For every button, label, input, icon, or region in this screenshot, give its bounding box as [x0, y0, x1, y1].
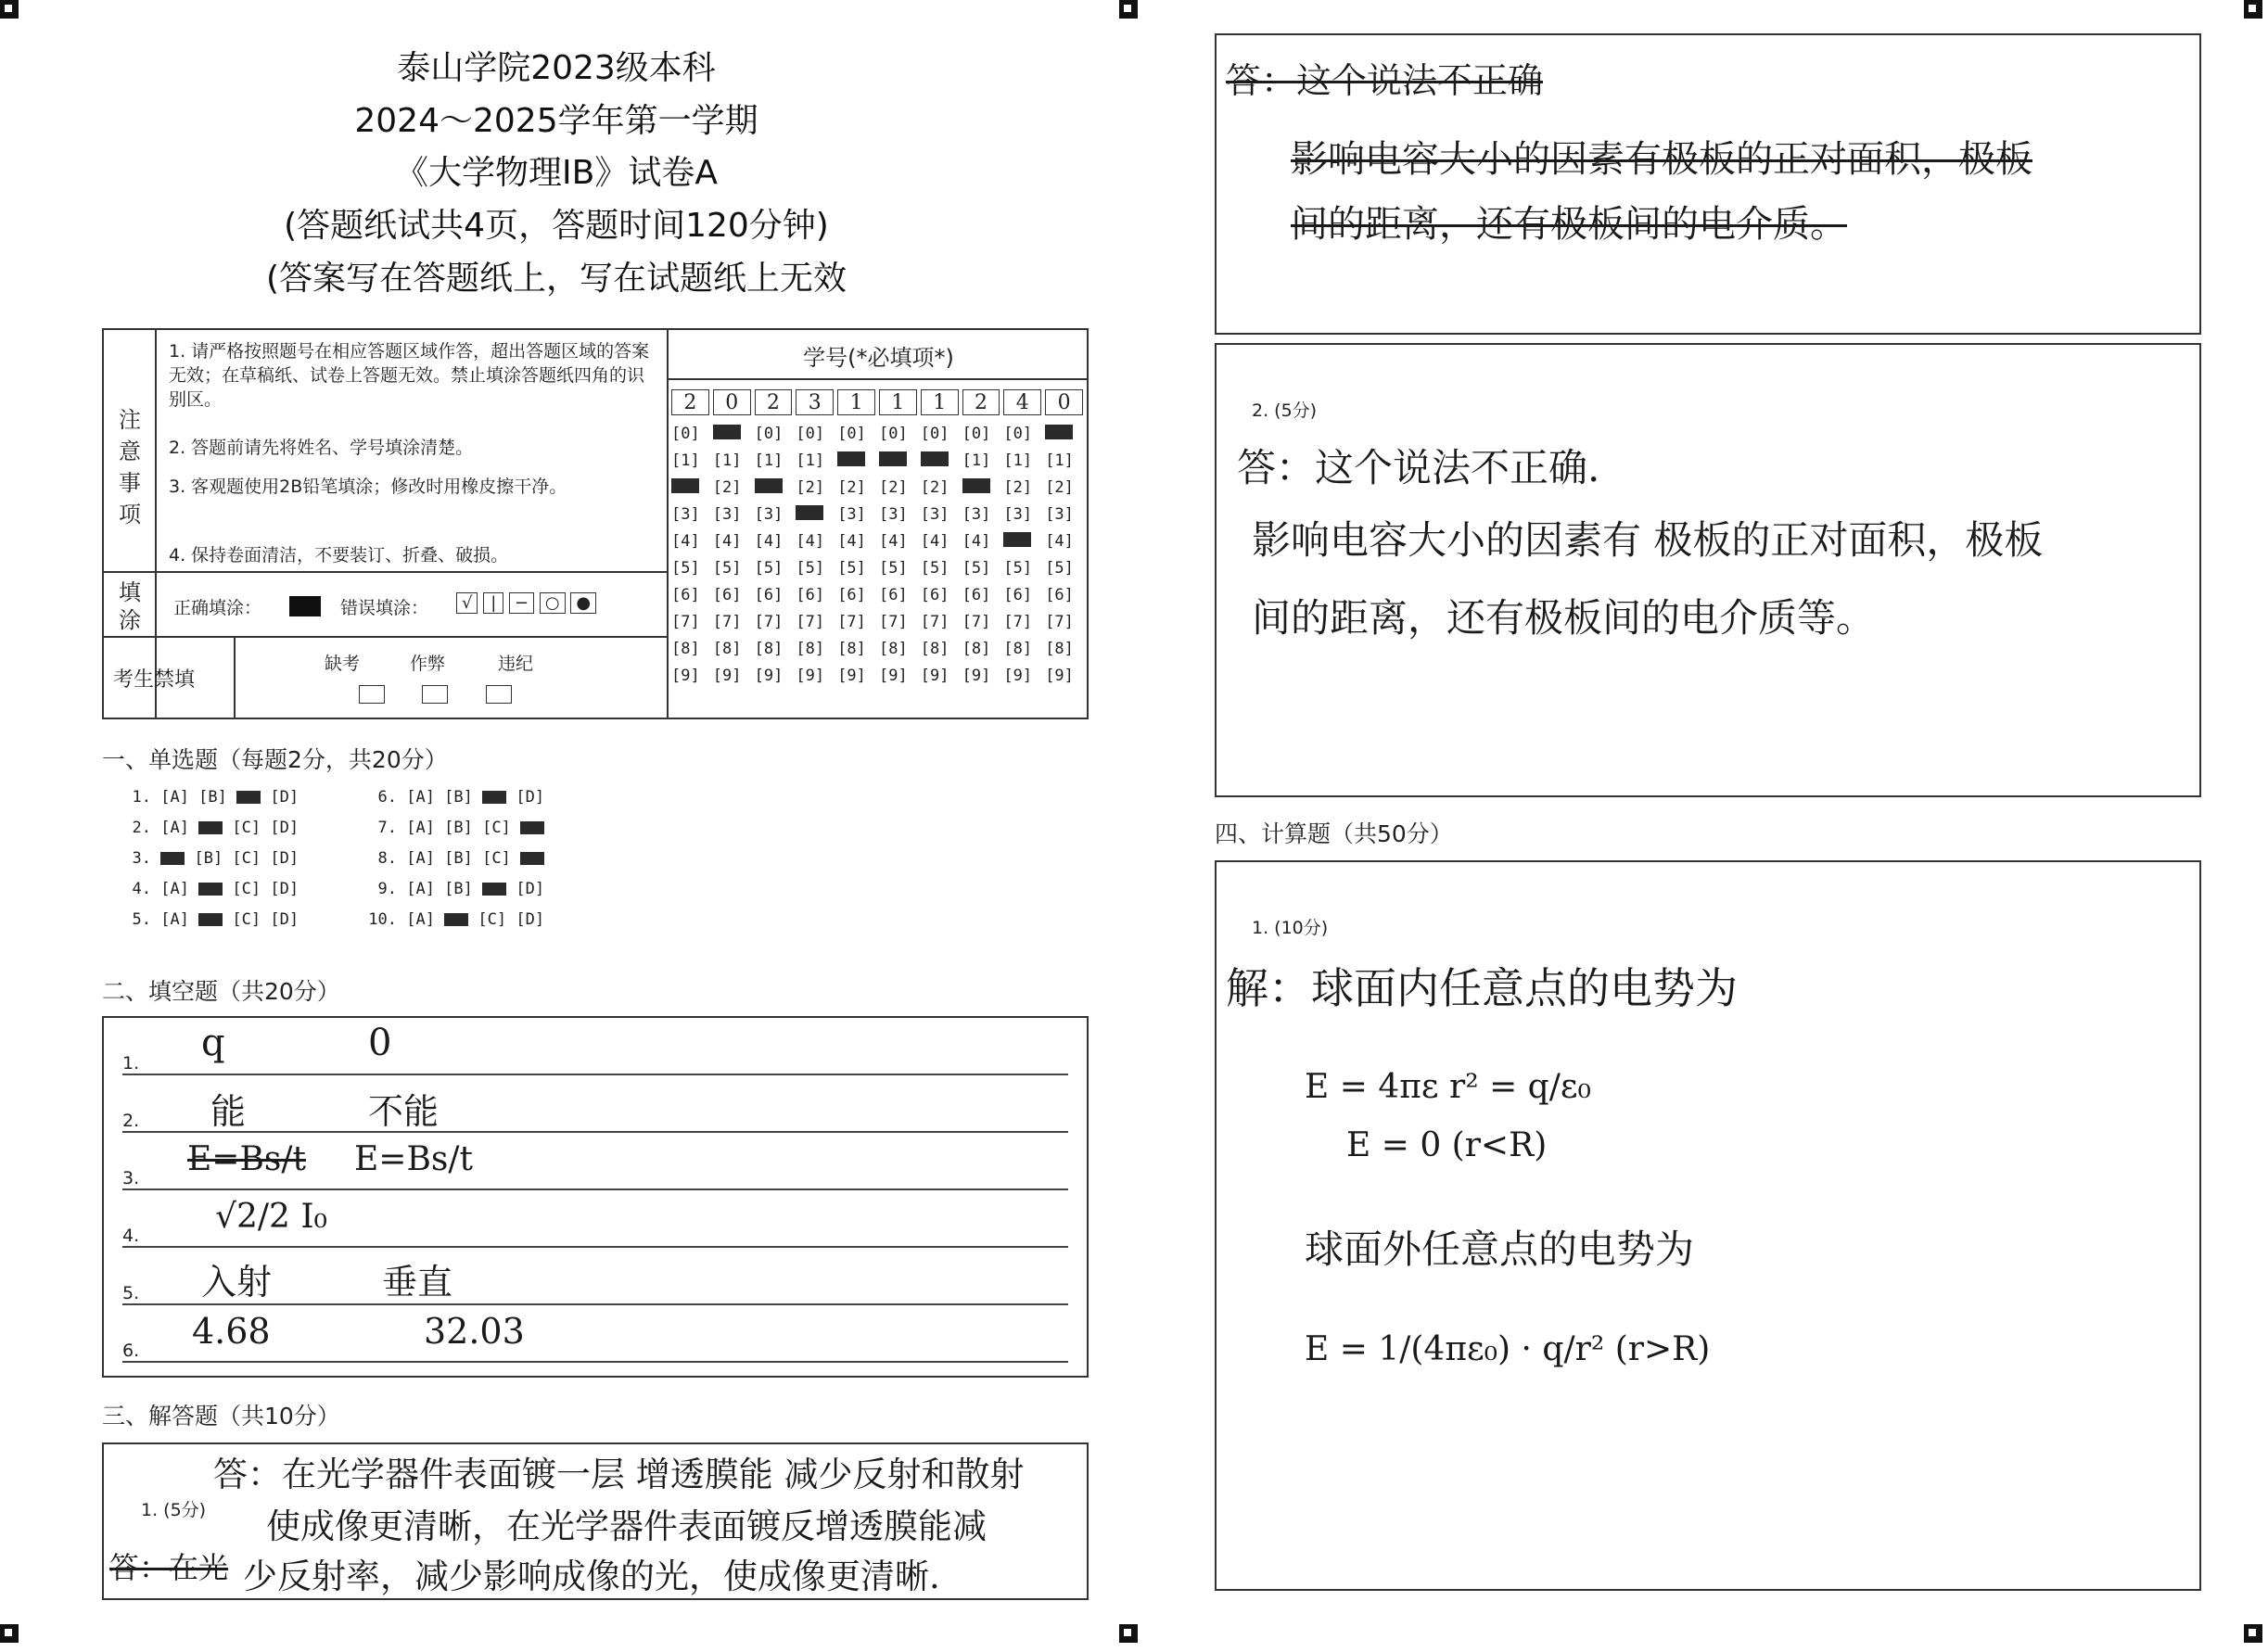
q2-label: 2. (5分) — [1252, 400, 1318, 421]
student-id-bubble[interactable]: [7] — [671, 613, 700, 631]
student-id-bubble[interactable]: [6] — [837, 586, 866, 604]
student-id-bubble[interactable]: [9] — [920, 667, 949, 685]
student-id-bubble[interactable]: [3] — [837, 505, 866, 524]
q2-line-1: 答：这个说法不正确. — [1237, 445, 1600, 490]
student-id-bubble[interactable]: [8] — [796, 640, 825, 658]
struck-line-3: 间的距离，还有极板间的电介质。 — [1291, 203, 1847, 246]
violate-checkbox[interactable] — [486, 685, 512, 704]
student-id-bubble[interactable]: [5] — [754, 559, 784, 578]
mcq-item[interactable]: 4. [A] [C] [D] — [132, 880, 309, 898]
student-id-bubble[interactable]: [3] — [962, 505, 991, 524]
section3-box — [102, 1442, 1089, 1600]
header-note: (答案写在答题纸上，写在试题纸上无效 — [265, 260, 847, 298]
student-id-bubble[interactable]: [3] — [879, 505, 908, 524]
student-id-bubble[interactable]: [1] — [1003, 451, 1033, 470]
student-id-bubble[interactable] — [755, 478, 783, 498]
corner-mark-top-left — [0, 0, 19, 19]
blank-num-4: 4. — [122, 1226, 140, 1246]
student-id-bubble[interactable]: [3] — [1003, 505, 1033, 524]
student-id-bubble[interactable]: [6] — [920, 586, 949, 604]
student-id-bubble[interactable]: [9] — [837, 667, 866, 685]
mcq-answers[interactable] — [116, 788, 635, 936]
student-id-bubble[interactable]: [9] — [754, 667, 784, 685]
student-id-bubble[interactable]: [0] — [920, 425, 949, 443]
blank-3-a-struck: E=Bs/t — [187, 1140, 306, 1178]
student-id-bubble[interactable]: [6] — [796, 586, 825, 604]
student-id-bubble[interactable]: [0] — [671, 425, 700, 443]
correct-fill-label: 正确填涂： — [173, 598, 262, 618]
student-id-digit-box: 2 — [671, 389, 709, 415]
student-id-digit-box: 4 — [1003, 389, 1041, 415]
q2-box — [1215, 343, 2201, 797]
student-id-bubble[interactable]: [0] — [796, 425, 825, 443]
student-id-bubble[interactable]: [6] — [671, 586, 700, 604]
student-id-bubble[interactable]: [6] — [712, 586, 742, 604]
student-id-bubble[interactable]: [1] — [671, 451, 700, 470]
correct-fill-sample — [289, 596, 321, 616]
student-id-bubble[interactable]: [4] — [962, 532, 991, 551]
student-id-digit-box: 0 — [1045, 389, 1083, 415]
absent-checkbox[interactable] — [359, 685, 385, 704]
student-id-bubble[interactable]: [8] — [920, 640, 949, 658]
student-id-digit-box: 3 — [796, 389, 834, 415]
blank-2-b: 不能 — [368, 1091, 440, 1132]
blank-num-2: 2. — [122, 1111, 140, 1131]
mcq-item[interactable]: 10. [A] [C] [D] — [368, 910, 554, 929]
student-id-bubble[interactable]: [2] — [879, 478, 908, 497]
student-id-bubble[interactable]: [3] — [671, 505, 700, 524]
student-id-digit-box: 1 — [921, 389, 959, 415]
student-id-bubble[interactable]: [0] — [837, 425, 866, 443]
notice-item-1: 1. 请严格按照题号在相应答题区域作答，超出答题区域的答案无效；在草稿纸、试卷上答题无效。禁止填涂答题纸四角的识别区。 — [169, 341, 650, 410]
student-id-bubble[interactable]: [2] — [920, 478, 949, 497]
fill-blank-box — [102, 1016, 1089, 1378]
student-id-bubble[interactable]: [2] — [712, 478, 742, 497]
student-id-bubble[interactable]: [6] — [754, 586, 784, 604]
s4-line-4: 球面外任意点的电势为 — [1305, 1226, 1695, 1272]
s4-line-1: 解：球面内任意点的电势为 — [1226, 963, 1738, 1013]
violate-label: 违纪 — [498, 654, 534, 674]
student-id-bubble[interactable]: [3] — [712, 505, 742, 524]
student-id-bubble[interactable] — [713, 425, 741, 444]
student-id-bubble[interactable]: [5] — [879, 559, 908, 578]
student-id-bubble[interactable]: [5] — [1045, 559, 1074, 578]
student-id-bubble[interactable]: [9] — [962, 667, 991, 685]
s3-answer-line-3: 少反射率，减少影响成像的光，使成像更清晰. — [243, 1557, 940, 1596]
student-id-bubble[interactable]: [4] — [671, 532, 700, 551]
student-id-bubble[interactable]: [3] — [1045, 505, 1074, 524]
struck-line-2: 影响电容大小的因素有极板的正对面积，极板 — [1291, 138, 2032, 181]
student-id-bubble[interactable]: [4] — [920, 532, 949, 551]
student-id-bubble[interactable]: [2] — [837, 478, 866, 497]
student-id-bubble[interactable]: [5] — [712, 559, 742, 578]
mcq-item[interactable]: 1. [A] [B] [D] — [132, 788, 309, 807]
blank-2-a: 能 — [210, 1091, 247, 1132]
student-id-bubble[interactable]: [6] — [962, 586, 991, 604]
student-id-bubble[interactable]: [0] — [879, 425, 908, 443]
student-id-bubble[interactable]: [8] — [837, 640, 866, 658]
student-id-bubble[interactable]: [7] — [1003, 613, 1033, 631]
wrong-fill-samples: √ | − ○ ● — [456, 593, 596, 613]
student-id-bubble[interactable]: [7] — [1045, 613, 1074, 631]
fill-label: 填涂 — [119, 579, 141, 633]
header-school: 泰山学院2023级本科 — [397, 49, 716, 87]
s4-line-2: E = 4πε r² = q/ε₀ — [1305, 1068, 1591, 1106]
student-id-bubble[interactable]: [6] — [1003, 586, 1033, 604]
section1-title: 一、单选题（每题2分，共20分） — [102, 746, 448, 773]
mcq-item[interactable]: 6. [A] [B] [D] — [377, 788, 554, 807]
student-id-digit-box: 1 — [837, 389, 875, 415]
student-id-bubble[interactable]: [4] — [1045, 532, 1074, 551]
student-id-bubble[interactable]: [8] — [754, 640, 784, 658]
student-id-bubble[interactable]: [8] — [712, 640, 742, 658]
mcq-item[interactable]: 5. [A] [C] [D] — [132, 910, 309, 929]
student-id-bubble[interactable]: [7] — [962, 613, 991, 631]
section2-title: 二、填空题（共20分） — [102, 978, 340, 1005]
notice-item-3: 3. 客观题使用2B铅笔填涂；修改时用橡皮擦干净。 — [169, 477, 567, 497]
blank-5-b: 垂直 — [382, 1262, 453, 1303]
s3-struck-text: 答：在光 — [109, 1550, 229, 1585]
student-id-bubble[interactable]: [7] — [920, 613, 949, 631]
student-id-bubble[interactable] — [879, 451, 907, 471]
ban-label: 考生禁填 — [113, 668, 196, 692]
header-pages: (答题纸试共4页，答题时间120分钟) — [284, 207, 829, 245]
student-id-bubble[interactable]: [4] — [879, 532, 908, 551]
blank-6-a: 4.68 — [192, 1311, 271, 1352]
s4-q1-label: 1. (10分) — [1252, 918, 1329, 938]
blank-5-a: 入射 — [201, 1262, 273, 1303]
student-id-bubble[interactable]: [8] — [1045, 640, 1074, 658]
student-id-bubble[interactable]: [8] — [1003, 640, 1033, 658]
wrong-fill-label: 错误填涂： — [340, 598, 429, 618]
notice-item-2: 2. 答题前请先将姓名、学号填涂清楚。 — [169, 438, 474, 458]
notice-side-label: 注意事项 — [119, 407, 141, 527]
section3-title: 三、解答题（共10分） — [102, 1403, 340, 1430]
student-id-bubble[interactable]: [7] — [879, 613, 908, 631]
student-id-bubble[interactable] — [796, 505, 823, 525]
q2-line-3: 间的距离，还有极板间的电介质等。 — [1252, 595, 1876, 641]
header-term: 2024～2025学年第一学期 — [354, 102, 758, 140]
student-id-bubble[interactable]: [8] — [879, 640, 908, 658]
corner-mark-bottom-right — [2244, 1624, 2262, 1643]
student-id-bubble[interactable]: [5] — [920, 559, 949, 578]
student-id-bubble[interactable] — [1003, 532, 1031, 552]
student-id-bubble[interactable] — [837, 451, 865, 471]
student-id-bubble[interactable]: [9] — [671, 667, 700, 685]
student-id-bubble[interactable]: [9] — [796, 667, 825, 685]
corner-mark-bottom-center — [1119, 1624, 1138, 1643]
student-id-bubble[interactable]: [5] — [671, 559, 700, 578]
student-id-bubble[interactable] — [1045, 425, 1073, 444]
student-id-bubble[interactable]: [9] — [879, 667, 908, 685]
student-id-bubble[interactable]: [0] — [962, 425, 991, 443]
student-id-bubble[interactable]: [2] — [1003, 478, 1033, 497]
student-id-bubble[interactable]: [0] — [1003, 425, 1033, 443]
student-id-bubble[interactable]: [1] — [1045, 451, 1074, 470]
student-id-bubble[interactable]: [5] — [837, 559, 866, 578]
student-id-digit-box: 2 — [962, 389, 1000, 415]
student-id-bubble[interactable]: [9] — [1003, 667, 1033, 685]
student-id-bubble[interactable]: [4] — [837, 532, 866, 551]
blank-3-b: E=Bs/t — [354, 1140, 473, 1178]
student-id-bubble[interactable]: [1] — [712, 451, 742, 470]
s3-answer-line-1: 答：在光学器件表面镀一层 增透膜能 减少反射和散射 — [213, 1455, 1025, 1494]
right-top-box — [1215, 33, 2201, 335]
blank-num-5: 5. — [122, 1283, 140, 1303]
blank-num-6: 6. — [122, 1341, 140, 1361]
student-id-bubble[interactable]: [5] — [1003, 559, 1033, 578]
student-id-digit-box: 1 — [879, 389, 917, 415]
student-id-bubble[interactable]: [3] — [754, 505, 784, 524]
q2-line-2: 影响电容大小的因素有 极板的正对面积，极板 — [1252, 517, 2044, 563]
info-panel — [102, 328, 1089, 719]
student-id-bubble[interactable]: [7] — [796, 613, 825, 631]
blank-num-3: 3. — [122, 1168, 140, 1188]
mcq-item[interactable]: 2. [A] [C] [D] — [132, 819, 309, 837]
student-id-bubble[interactable]: [1] — [962, 451, 991, 470]
student-id-bubble[interactable]: [9] — [712, 667, 742, 685]
student-id-bubble[interactable]: [6] — [879, 586, 908, 604]
student-id-bubble[interactable] — [962, 478, 990, 498]
student-id-bubble[interactable]: [8] — [671, 640, 700, 658]
cheat-checkbox[interactable] — [422, 685, 448, 704]
student-id-bubble[interactable]: [7] — [837, 613, 866, 631]
s3-q1-label: 1. (5分) — [141, 1500, 207, 1520]
corner-mark-bottom-left — [0, 1624, 19, 1643]
student-id-bubble[interactable]: [1] — [754, 451, 784, 470]
s4-line-5: E = 1/(4πε₀) · q/r² (r>R) — [1305, 1330, 1711, 1368]
student-id-bubble[interactable]: [1] — [796, 451, 825, 470]
corner-mark-top-center — [1119, 0, 1138, 19]
header-course: 《大学物理IB》试卷A — [395, 154, 718, 192]
blank-1-a: q — [201, 1022, 225, 1064]
blank-1-b: 0 — [368, 1022, 392, 1064]
cheat-label: 作弊 — [410, 654, 446, 674]
section4-title: 四、计算题（共50分） — [1215, 820, 1453, 847]
student-id-bubble[interactable]: [2] — [1045, 478, 1074, 497]
absent-label: 缺考 — [325, 654, 361, 674]
student-id-title: 学号(*必填项*) — [803, 345, 954, 371]
section4-box — [1215, 860, 2201, 1591]
student-id-bubble[interactable]: [7] — [712, 613, 742, 631]
student-id-digit-box: 0 — [713, 389, 751, 415]
student-id-bubble[interactable]: [9] — [1045, 667, 1074, 685]
student-id-bubble[interactable]: [4] — [754, 532, 784, 551]
student-id-bubble[interactable] — [671, 478, 699, 498]
s4-line-3: E = 0 (r<R) — [1346, 1126, 1548, 1164]
mcq-item[interactable]: 8. [A] [B] [C] — [362, 849, 554, 868]
student-id-digit-box: 2 — [755, 389, 793, 415]
mcq-item[interactable]: 9. [A] [B] [D] — [377, 880, 554, 898]
student-id-bubble[interactable]: [5] — [796, 559, 825, 578]
student-id-bubble[interactable]: [6] — [1045, 586, 1074, 604]
s3-answer-line-2: 使成像更清晰，在光学器件表面镀反增透膜能减 — [266, 1506, 987, 1546]
student-id-bubble[interactable]: [2] — [796, 478, 825, 497]
student-id-bubble[interactable]: [8] — [962, 640, 991, 658]
mcq-item[interactable]: 3. [B] [C] [D] — [132, 849, 309, 868]
struck-line-1: 答：这个说法不正确 — [1226, 60, 1544, 101]
student-id-bubble[interactable]: [3] — [920, 505, 949, 524]
blank-6-b: 32.03 — [424, 1311, 525, 1352]
blank-4-a: √2/2 I₀ — [215, 1198, 327, 1236]
student-id-bubble[interactable]: [4] — [712, 532, 742, 551]
student-id-bubble[interactable]: [7] — [754, 613, 784, 631]
mcq-item[interactable]: 7. [A] [B] [C] — [362, 819, 554, 837]
student-id-bubble[interactable]: [4] — [796, 532, 825, 551]
blank-num-1: 1. — [122, 1053, 140, 1074]
notice-item-4: 4. 保持卷面清洁，不要装订、折叠、破损。 — [169, 545, 509, 565]
corner-mark-top-right — [2244, 0, 2262, 19]
student-id-bubble[interactable] — [921, 451, 949, 471]
student-id-grid[interactable] — [671, 389, 1087, 714]
student-id-bubble[interactable]: [0] — [754, 425, 784, 443]
student-id-bubble[interactable]: [5] — [962, 559, 991, 578]
